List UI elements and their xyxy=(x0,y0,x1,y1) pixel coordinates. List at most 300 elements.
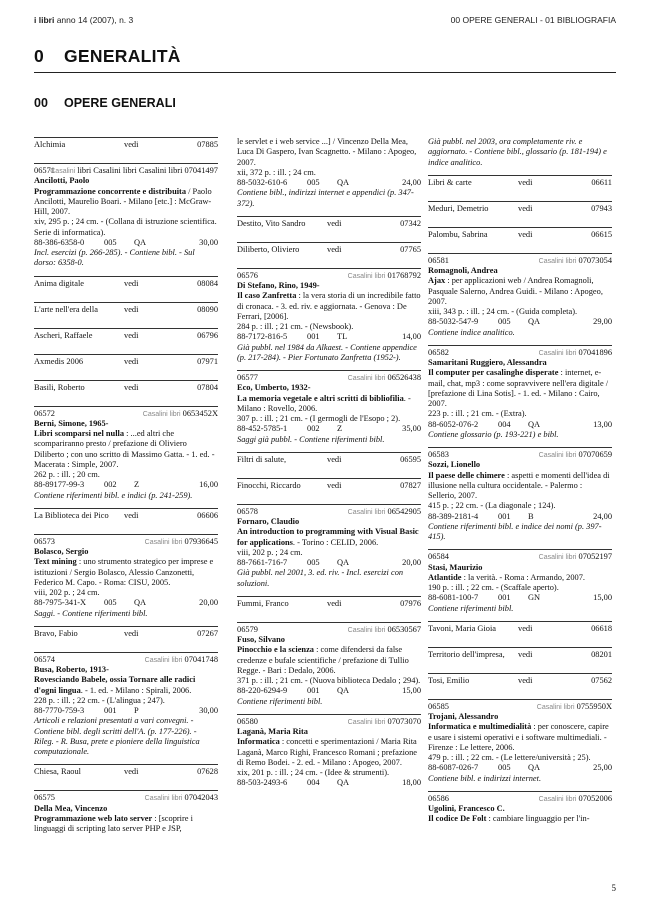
catalog-entry xyxy=(237,622,421,707)
entry-text: : per conoscere, capire e usare i sistemi operativi e i software multimediali. - Firenze : Le lettere, 2006. xyxy=(428,722,609,752)
publisher-tag: Casalini libri xyxy=(144,795,183,803)
classification: 002 xyxy=(104,480,117,490)
cross-reference xyxy=(34,764,218,784)
entry-number: 06586 xyxy=(428,793,449,803)
classification: 001 xyxy=(498,593,511,603)
entry-text: 371 p. : ill. ; 21 cm. - (Nuova biblioteca Dedalo ; 294). xyxy=(237,676,421,685)
entry-author: Busa, Roberto, 1913- xyxy=(34,665,109,674)
entry-number: 06575 xyxy=(34,793,55,803)
subject-code: TL xyxy=(337,332,348,342)
catalog-entry xyxy=(428,447,612,542)
isbn: 88-7770-759-3 xyxy=(34,706,85,715)
ref-code: 07943 xyxy=(591,203,612,213)
ref-name: L'arte nell'era della xyxy=(34,304,98,314)
entry-note: Contiene glossario (p. 193-221) e bibl. xyxy=(428,429,559,439)
entry-id-line xyxy=(34,655,218,665)
publisher-tag: Casalini libri xyxy=(538,349,577,357)
cross-reference xyxy=(237,452,421,472)
entry-description xyxy=(34,217,218,238)
publisher-id: 0755950X xyxy=(576,701,612,711)
cross-reference xyxy=(237,596,421,616)
ref-name: Filtri di salute, xyxy=(237,454,287,464)
subject-code: QA xyxy=(337,686,350,696)
entry-description xyxy=(34,696,218,706)
ref-see: vedi xyxy=(327,480,342,490)
entry-text: xiv, 295 p. ; 24 cm. - (Collana di istruzione scientifica. Serie di informatica). xyxy=(34,217,217,237)
entry-author: Berni, Simone, 1965- xyxy=(34,418,109,428)
entry-description xyxy=(237,737,421,768)
publisher-id: libri Casalini libri Casalini libri 07041497 xyxy=(77,166,218,175)
publisher-id: 07042043 xyxy=(184,793,218,803)
entry-text: : internet, e-mail, chat, mp3 : come sopravvivere nell'era digitale / [prefazione di Lina Sotis]. - 1. ed. - Milano : Cairo, 2007. xyxy=(428,368,609,408)
price: 24,00 xyxy=(593,511,612,521)
catalog-entry xyxy=(34,406,218,501)
isbn: 88-386-6358-0 xyxy=(34,237,85,247)
entry-text: 415 p. ; 22 cm. - (La diagonale ; 124). xyxy=(428,501,556,511)
section-heading: 0 GENERALITÀ xyxy=(34,46,181,66)
publisher-code xyxy=(539,256,612,267)
entry-description xyxy=(34,470,218,480)
publisher-code xyxy=(50,166,218,177)
isbn: 88-6081-100-7 xyxy=(428,593,479,603)
price: 15,00 xyxy=(593,593,612,603)
publisher-id: 07936645 xyxy=(184,536,218,546)
cross-reference xyxy=(428,175,612,195)
publisher-id: 07073070 xyxy=(387,716,421,726)
ref-see: vedi xyxy=(124,510,139,520)
ref-name: Libri & carte xyxy=(428,177,472,187)
publisher-tag: Casalini libri xyxy=(142,410,181,418)
ref-code: 06606 xyxy=(197,510,218,520)
publisher-code xyxy=(145,793,218,804)
publisher-tag: Casalini libri xyxy=(347,508,386,516)
publisher-tag: Casalini libri xyxy=(347,626,386,634)
ref-see: vedi xyxy=(327,244,342,254)
catalog-entry xyxy=(428,345,612,440)
ref-code: 07976 xyxy=(400,598,421,608)
entry-text: : ...ed altri che scompariranno presto / prefazione di Oliviero Diliberto ; con uno scritto di Massimo Gatta. - 1. ed. - Macerata : Simple, 2007. xyxy=(34,429,215,469)
entry-description xyxy=(237,768,421,778)
entry-text: 262 p. : ill. ; 20 cm. xyxy=(34,470,100,479)
catalog-entry xyxy=(34,790,218,834)
publisher-code xyxy=(348,271,421,282)
publisher-code xyxy=(145,655,218,666)
header-journal: i libri anno 14 (2007), n. 3 xyxy=(34,15,134,25)
ref-see: vedi xyxy=(124,140,139,149)
entry-text: : aspetti e momenti dell'idea di illusione nella cultura occidentale. - Palermo : Sellerio, 2007. xyxy=(428,470,610,500)
classification: 004 xyxy=(307,778,320,788)
entry-number: 06571 xyxy=(34,166,55,175)
entry-text: : come difendersi da false credenze e bufale scientifiche / prefazione di Tullio Regge. - Bari : Dedalo, 2006. xyxy=(237,645,409,675)
subject-code: QA xyxy=(528,763,541,773)
entry-note: Contiene bibl., indirizzi internet e appendici (p. 347-372). xyxy=(237,188,414,208)
entry-text: / Paolo Ancilotti, Maurelio Boari. - Milano [etc.] : McGraw-Hill, 2007. xyxy=(34,186,212,216)
cross-reference xyxy=(34,276,218,296)
entry-id-line xyxy=(237,625,421,635)
entry-description xyxy=(237,645,421,676)
publisher-id: 06526438 xyxy=(387,373,421,382)
entry-description xyxy=(428,276,612,307)
isbn: 88-5032-610-6 xyxy=(237,178,288,187)
entry-description xyxy=(34,429,218,470)
ref-see: vedi xyxy=(518,675,533,685)
entry-description xyxy=(237,322,421,332)
ref-code: 07765 xyxy=(400,244,421,254)
ref-see: vedi xyxy=(518,229,533,239)
cross-reference xyxy=(428,227,612,247)
entry-description xyxy=(34,675,218,696)
ref-see: vedi xyxy=(518,177,533,187)
entry-description xyxy=(237,291,421,322)
publisher-code xyxy=(348,373,421,384)
entry-number: 06584 xyxy=(428,552,449,562)
entry-number: 06579 xyxy=(237,624,258,634)
ref-code: 07562 xyxy=(591,675,612,685)
publisher-id: 06530567 xyxy=(387,624,421,634)
ref-code: 06618 xyxy=(591,623,612,633)
section-rule xyxy=(34,72,616,73)
entry-text: : la verità. - Roma : Armando, 2007. xyxy=(461,572,586,582)
ref-name: Meduri, Demetrio xyxy=(428,203,489,213)
entry-text: 228 p. : ill. ; 22 cm. - (L'alingua ; 247). xyxy=(34,695,165,705)
entry-author: Romagnoli, Andrea xyxy=(428,266,498,275)
classification: 004 xyxy=(498,419,511,429)
ref-name: Territorio dell'impresa, xyxy=(428,649,505,659)
classification: 005 xyxy=(498,317,511,327)
ref-code: 07342 xyxy=(400,218,421,228)
entry-author: Ancilotti, Paolo xyxy=(34,176,90,186)
publisher-id: 0653452X xyxy=(182,408,218,418)
entry-description xyxy=(428,501,612,511)
publisher-tag: Casalini libri xyxy=(536,703,575,711)
entry-id-line xyxy=(428,552,612,562)
price: 15,00 xyxy=(402,686,421,696)
subsection-heading: 00 OPERE GENERALI xyxy=(34,96,176,110)
ref-see: vedi xyxy=(124,382,139,392)
publisher-tag: Casalini libri xyxy=(347,375,386,382)
entry-author: Eco, Umberto, 1932- xyxy=(237,383,311,393)
entry-description xyxy=(428,753,612,763)
entry-text: le servlet e i web service ...] / Vincenzo Della Mea, Luca Di Gaspero, Ivan Scagnetto. - Milano : Apogeo, 2007. xyxy=(237,137,417,167)
entry-description xyxy=(428,307,612,317)
entry-title: Il codice De Folt xyxy=(428,814,487,824)
entry-description xyxy=(428,368,612,409)
entry-note: Contiene riferimenti bibl. xyxy=(428,603,514,613)
entry-number: 06577 xyxy=(237,373,258,382)
entry-continuation xyxy=(428,137,612,168)
entry-number: 06585 xyxy=(428,701,449,711)
subject-code: B xyxy=(528,511,534,521)
entry-title: Rovesciando Babele, ossia Tornare alle radici d'ogni lingua xyxy=(34,675,196,695)
subject-code: QA xyxy=(337,178,350,187)
ref-code: 08201 xyxy=(591,649,612,659)
catalog-entry xyxy=(237,504,421,589)
publisher-id: 07041748 xyxy=(184,654,218,664)
entry-note: Saggi. - Contiene riferimenti bibl. xyxy=(34,608,148,618)
ref-see: vedi xyxy=(124,278,139,288)
publisher-code xyxy=(539,348,612,359)
entry-author: Trojani, Alessandro xyxy=(428,712,499,721)
ref-see: vedi xyxy=(518,623,533,633)
ref-code: 08090 xyxy=(197,304,218,314)
ref-see: vedi xyxy=(518,649,533,659)
cross-reference xyxy=(428,673,612,693)
entry-note: Contiene bibl. e indirizzi internet. xyxy=(428,773,542,783)
ref-see: vedi xyxy=(327,598,342,608)
ref-code: 06611 xyxy=(591,177,612,187)
entry-note: Già pubbl. nel 2003, ora completamente riv. e aggiornato. - Contiene bibl., glossario (p. 181-194) e indice analitico. xyxy=(428,137,607,167)
entry-id-line xyxy=(34,409,218,419)
entry-id-line xyxy=(237,271,421,281)
publisher-code xyxy=(348,625,421,636)
entry-description xyxy=(428,573,612,583)
header-section: 00 OPERE GENERALI - 01 BIBLIOGRAFIA xyxy=(450,15,616,25)
subject-code: QA xyxy=(134,237,147,247)
publisher-code xyxy=(348,507,421,518)
entry-text: : la vera storia di un incredibile fatto di cronaca. - 3. ed. riv. e aggiornata. - Genova : De Ferrari, [2006]. xyxy=(237,291,421,321)
entry-title: Pinocchio e la scienza xyxy=(237,645,314,655)
entry-number: 06572 xyxy=(34,408,55,418)
publisher-code xyxy=(143,409,218,420)
entry-id-line xyxy=(428,348,612,358)
entry-text: . - Torino : CELID, 2006. xyxy=(292,537,379,547)
entry-description xyxy=(237,394,421,415)
entry-author: Stasi, Maurizio xyxy=(428,562,483,572)
entry-text: 479 p. : ill. ; 22 cm. - (Le lettere/università ; 25). xyxy=(428,753,591,762)
entry-id-line xyxy=(237,507,421,517)
subject-code: QA xyxy=(134,598,147,608)
classification: 005 xyxy=(498,763,511,773)
ref-name: Tavoni, Maria Gioia xyxy=(428,623,497,633)
catalog-entry xyxy=(237,370,421,445)
ref-code: 07804 xyxy=(197,382,218,392)
ref-code: 08084 xyxy=(197,278,218,288)
column-1 xyxy=(34,137,218,841)
subject-code: Z xyxy=(134,480,140,490)
entry-author: Della Mea, Vincenzo xyxy=(34,803,108,813)
publisher-id: 06542905 xyxy=(387,506,421,516)
cross-reference xyxy=(428,201,612,221)
isbn: 88-5032-547-9 xyxy=(428,317,479,327)
entry-title: Informatica e multimedialità xyxy=(428,722,532,732)
price: 25,00 xyxy=(593,763,612,773)
catalog-entry xyxy=(34,534,218,619)
price: 14,00 xyxy=(402,332,421,342)
ref-see: vedi xyxy=(124,628,139,638)
publisher-id: 07070659 xyxy=(578,450,612,459)
subject-code: QA xyxy=(528,317,541,327)
entry-id-line xyxy=(428,702,612,712)
publisher-code xyxy=(348,717,421,728)
publisher-tag: Casalini libri xyxy=(538,795,577,803)
entry-author: Bolasco, Sergio xyxy=(34,547,89,556)
entry-note: Saggi già pubbl. - Contiene riferimenti bibl. xyxy=(237,434,385,444)
entry-text: xix, 201 p. : ill. ; 24 cm. - (Idee & strumenti). xyxy=(237,768,390,777)
entry-note: Contiene riferimenti bibl. e indici (p. 241-259). xyxy=(34,490,193,500)
entry-text: 307 p. : ill. ; 21 cm. - (I germogli de l'Esopo ; 2). xyxy=(237,414,401,423)
cross-reference xyxy=(237,242,421,262)
price: 29,00 xyxy=(593,317,612,327)
ref-name: Chiesa, Raoul xyxy=(34,767,81,777)
ref-code: 07267 xyxy=(197,628,218,638)
entry-number: 06580 xyxy=(237,716,258,726)
page-number: 5 xyxy=(611,883,616,893)
entry-number: 06582 xyxy=(428,347,449,357)
price: 20,00 xyxy=(199,598,218,608)
cross-reference xyxy=(428,647,612,667)
publisher-id: 07041896 xyxy=(578,347,612,357)
ref-name: La Biblioteca dei Pico xyxy=(34,510,109,520)
publisher-tag: Casalini libri xyxy=(144,538,183,546)
entry-number: 06578 xyxy=(237,506,258,516)
price: 24,00 xyxy=(402,178,421,187)
classification: 002 xyxy=(307,424,320,434)
isbn-line xyxy=(34,480,218,490)
subject-code: QA xyxy=(337,778,350,788)
entry-title: Libri scomparsi nel nulla xyxy=(34,429,125,438)
ref-see: vedi xyxy=(124,330,139,340)
publisher-tag: Casalini libri xyxy=(144,656,183,664)
price: 16,00 xyxy=(199,480,218,490)
entry-description xyxy=(34,814,218,835)
entry-title: Ajax xyxy=(428,276,446,286)
isbn: 88-7172-816-5 xyxy=(237,332,288,342)
entry-id-line xyxy=(34,166,218,176)
entry-title: La memoria vegetale e altri scritti di bibliofilia xyxy=(237,393,404,403)
ref-name: Axmedis 2006 xyxy=(34,356,84,366)
entry-text: 190 p. : ill. ; 22 cm. - (Scaffale aperto). xyxy=(428,583,559,592)
publisher-id: 01768792 xyxy=(387,270,421,280)
isbn: 88-7661-716-7 xyxy=(237,558,288,567)
catalog-entry xyxy=(428,253,612,338)
subject-code: GN xyxy=(528,593,541,603)
publisher-tag: Casalini libri xyxy=(538,452,577,459)
isbn-line xyxy=(237,424,421,434)
cross-reference xyxy=(34,380,218,400)
subject-code: P xyxy=(134,706,139,715)
entry-description xyxy=(428,814,612,824)
entry-id-line xyxy=(237,717,421,727)
ref-code: 06615 xyxy=(591,229,612,239)
entry-title: Programmazione web lato server xyxy=(34,813,153,823)
publisher-id: 07052197 xyxy=(578,552,612,562)
ref-name: Finocchi, Riccardo xyxy=(237,480,301,490)
entry-author: Laganà, Maria Rita xyxy=(237,727,308,736)
isbn-line xyxy=(237,178,421,188)
entry-text: viii, 202 p. ; 24 cm. xyxy=(34,588,100,597)
classification: 001 xyxy=(104,706,117,715)
ref-name: Fummi, Franco xyxy=(237,598,289,608)
entry-title: Il computer per casalinghe disperate xyxy=(428,368,559,378)
entry-note: Contiene indice analitico. xyxy=(428,327,515,337)
classification: 001 xyxy=(307,686,320,696)
cross-reference xyxy=(428,621,612,641)
isbn: 88-6052-076-2 xyxy=(428,419,479,429)
isbn-line xyxy=(428,763,612,773)
entry-number: 06583 xyxy=(428,450,449,459)
ref-name: Alchimia xyxy=(34,140,66,149)
entry-description xyxy=(237,414,421,424)
entry-note: Incl. esercizi (p. 266-285). - Contiene bibl. - Sul dorso: 6358-0. xyxy=(34,248,195,268)
publisher-tag: Casalini libri xyxy=(538,554,577,562)
entry-text: : uno strumento strategico per imprese e istituzioni / Sergio Bolasco, Alessio Canzonetti, Federico M. Capo. - Roma: CISU, 2005. xyxy=(34,557,214,587)
isbn: 88-389-2181-4 xyxy=(428,511,479,521)
ref-see: vedi xyxy=(327,454,342,464)
classification: 005 xyxy=(104,237,117,247)
ref-code: 07971 xyxy=(197,356,218,366)
ref-name: Basili, Roberto xyxy=(34,382,85,392)
catalog-entry xyxy=(34,652,218,758)
price: 13,00 xyxy=(593,419,612,429)
entry-author: Ugolini, Francesco C. xyxy=(428,804,505,813)
entry-text: : per applicazioni web / Andrea Romagnoli, Pasquale Salerno, Andrea Guidi. - Milano : Apogeo, 2007. xyxy=(428,276,603,306)
entry-note: Articoli e relazioni presentati a vari convegni. - Contiene bibl. degli scritti dell'A. (p. 177-226). - Rileg. - R. Busa, prete e pioniere della linguistica computazionale. xyxy=(34,716,200,756)
column-3 xyxy=(428,137,612,832)
classification: 005 xyxy=(307,558,320,567)
cross-reference xyxy=(237,216,421,236)
catalog-entry xyxy=(428,549,612,614)
entry-note: Contiene riferimenti bibl. xyxy=(237,696,323,706)
classification: 001 xyxy=(307,332,320,342)
publisher-code xyxy=(539,552,612,563)
cross-reference xyxy=(34,302,218,322)
ref-code: 06595 xyxy=(400,454,421,464)
entry-number: 06573 xyxy=(34,536,55,546)
entry-author: Samaritani Ruggiero, Alessandra xyxy=(428,358,547,367)
entry-id-line xyxy=(428,794,612,804)
entry-title: Atlantide xyxy=(428,572,462,582)
entry-note: Contiene riferimenti bibl. e indice dei nomi (p. 397-415). xyxy=(428,521,602,541)
entry-author: Sozzi, Lionello xyxy=(428,460,481,470)
subject-code: QA xyxy=(528,419,541,429)
ref-see: vedi xyxy=(327,218,342,228)
entry-text: 284 p. : ill. ; 21 cm. - (Newsbook). xyxy=(237,322,354,331)
entry-id-line xyxy=(34,793,218,803)
ref-code: 07885 xyxy=(197,140,218,149)
ref-see: vedi xyxy=(124,304,139,314)
isbn-line xyxy=(237,332,421,342)
entry-title: Il caso Zanfretta xyxy=(237,291,297,301)
entry-text: . - Milano : Rovello, 2006. xyxy=(237,393,411,413)
entry-description xyxy=(428,471,612,502)
entry-text: : concetti e sperimentazioni / Maria Rita Laganà, Marco Righi, Francesco Romani ; prefazione di Remo Bodei. - 2. ed. - Milano : Apogeo, 2007. xyxy=(237,737,417,767)
entry-number: 06581 xyxy=(428,255,449,265)
price: 20,00 xyxy=(402,558,421,567)
ref-name: Tosi, Emilio xyxy=(428,675,470,685)
catalog-entry xyxy=(237,268,421,363)
ref-name: Destito, Vito Sandro xyxy=(237,218,306,228)
classification: 005 xyxy=(307,178,320,187)
isbn: 88-7975-341-X xyxy=(34,598,87,608)
catalog-entry xyxy=(237,714,421,789)
price: 30,00 xyxy=(199,237,218,247)
column-2 xyxy=(237,137,421,796)
ref-code: 07827 xyxy=(400,480,421,490)
publisher-code xyxy=(539,794,612,805)
price: 18,00 xyxy=(402,778,421,788)
entry-note: Già pubbl. nel 2001, 3. ed. riv. - Incl. esercizi con soluzioni. xyxy=(237,568,404,588)
entry-title: Programmazione concorrente e distribuita xyxy=(34,186,187,196)
subject-code: QA xyxy=(337,558,350,567)
publisher-id: 07073054 xyxy=(578,255,612,265)
publisher-tag: Casalini libri xyxy=(347,718,386,726)
entry-text: : cambiare linguaggio per l'in- xyxy=(486,814,590,824)
entry-text: xiii, 343 p. : ill. ; 24 cm. - (Guida completa). xyxy=(428,307,578,316)
entry-note: Già pubbl. nel 1984 da Alkaest. - Contiene appendice (p. 217-284). - Pier Fortunato Zanfretta (1952-). xyxy=(237,342,417,362)
ref-see: vedi xyxy=(124,356,139,366)
entry-text: 223 p. : ill. ; 21 cm. - (Extra). xyxy=(428,409,527,419)
cross-reference xyxy=(34,626,218,646)
